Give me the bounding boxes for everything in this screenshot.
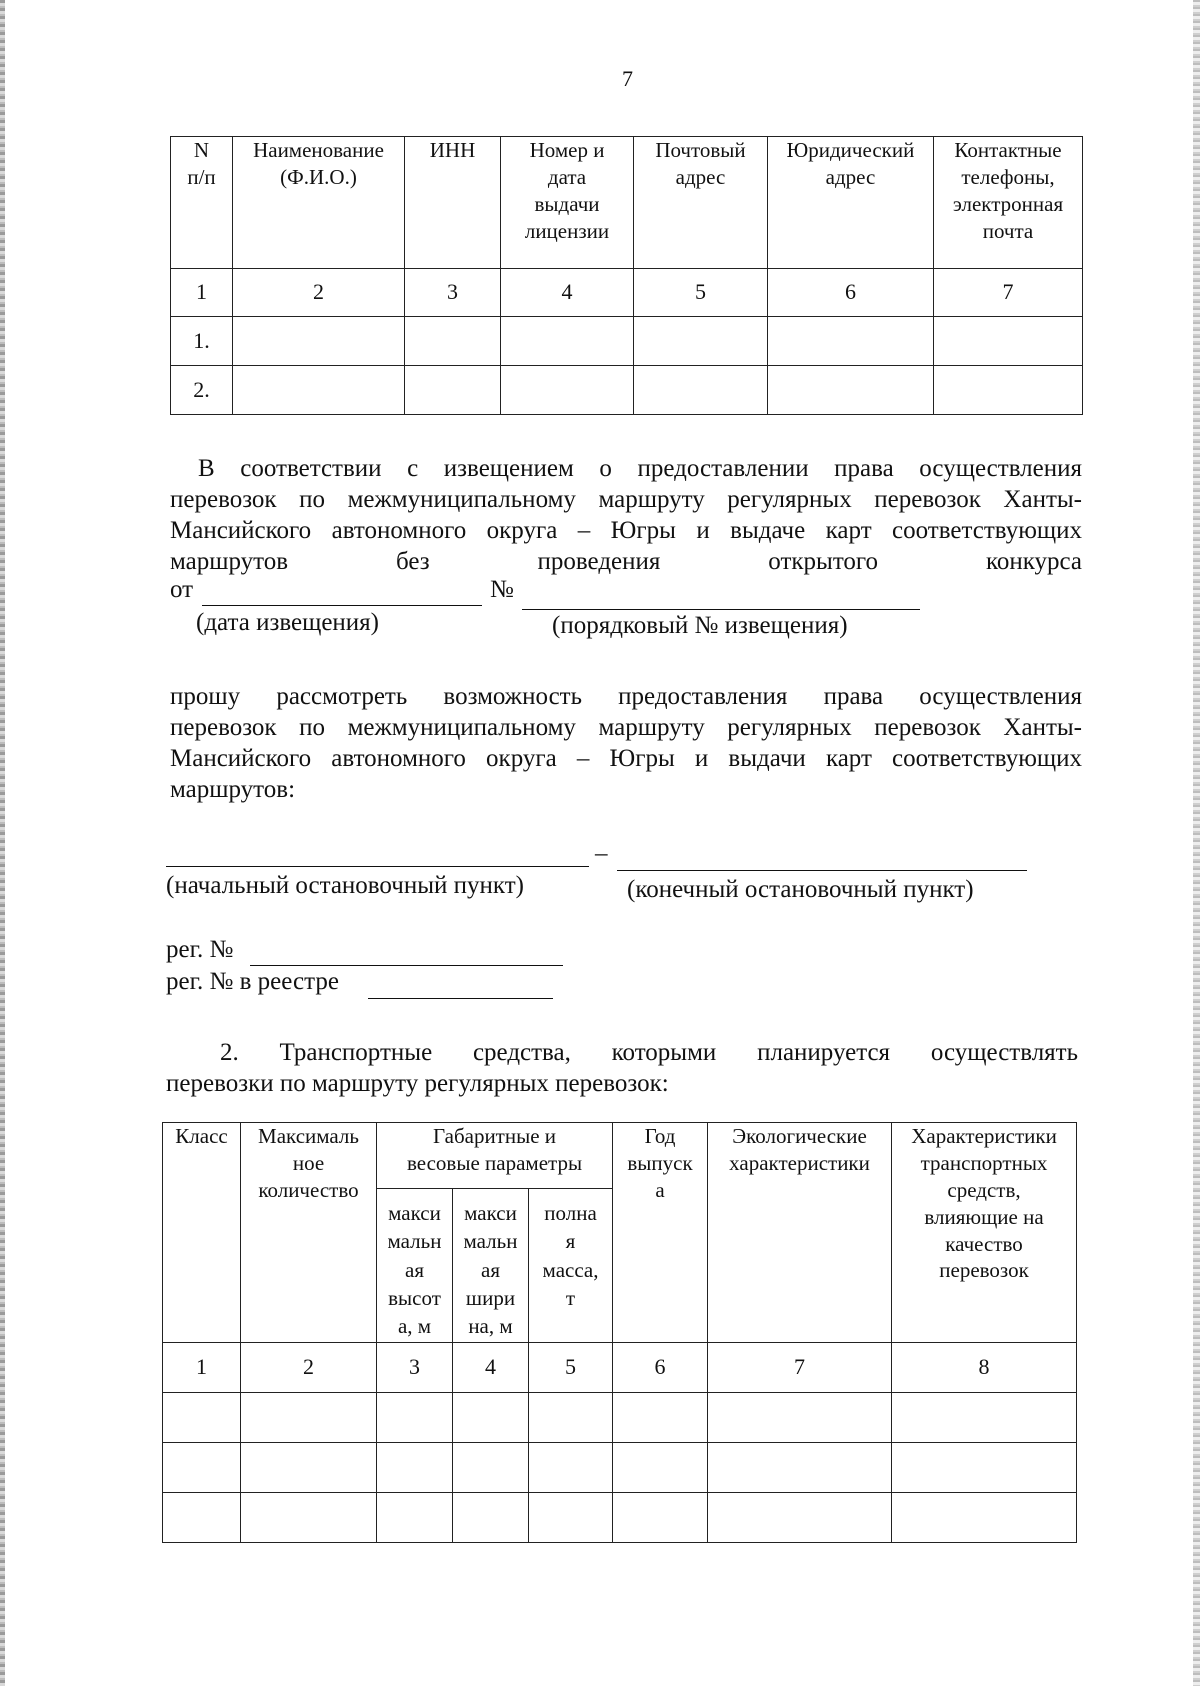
registry-number-label: рег. № в реестре xyxy=(166,968,339,995)
paragraph-line: перевозки по маршруту регулярных перевозок: xyxy=(166,1070,669,1097)
table-cell[interactable] xyxy=(768,317,934,366)
table-cell[interactable] xyxy=(613,1493,708,1543)
vehicles-table xyxy=(162,1122,1077,1543)
row-number: 2. xyxy=(171,366,233,415)
column-number-row xyxy=(171,269,1083,317)
paragraph-line: маршрутов без проведения открытого конкурса xyxy=(170,548,1082,575)
header-inn: ИНН xyxy=(405,137,501,269)
table-cell[interactable] xyxy=(613,1443,708,1493)
notice-number-caption: (порядковый № извещения) xyxy=(552,612,848,639)
column-number: 4 xyxy=(501,269,634,317)
header-max-height: макси мальн ая высот а, м xyxy=(377,1189,453,1343)
table-cell[interactable] xyxy=(241,1493,377,1543)
column-number: 3 xyxy=(405,269,501,317)
column-number: 6 xyxy=(613,1343,708,1393)
column-number: 1 xyxy=(163,1343,241,1393)
table-cell[interactable] xyxy=(529,1393,613,1443)
column-number: 7 xyxy=(934,269,1083,317)
column-number: 6 xyxy=(768,269,934,317)
table-cell[interactable] xyxy=(892,1493,1077,1543)
table-cell[interactable] xyxy=(377,1493,453,1543)
end-stop-field[interactable] xyxy=(617,870,1027,871)
table-cell[interactable] xyxy=(377,1393,453,1443)
paragraph-line: 2. Транспортные средства, которыми планируется осуществлять xyxy=(220,1039,1078,1066)
paragraph-line: Мансийского автономного округа – Югры и выдаче карт соответствующих xyxy=(170,517,1082,544)
registry-number-field[interactable] xyxy=(368,998,553,999)
table-row xyxy=(163,1393,1077,1443)
table-cell[interactable] xyxy=(768,366,934,415)
scan-edge-right xyxy=(1193,0,1200,1686)
table-header-row xyxy=(163,1123,1077,1189)
table-cell[interactable] xyxy=(634,366,768,415)
table-row xyxy=(171,366,1083,415)
header-license: Номер и дата выдачи лицензии xyxy=(501,137,634,269)
table-cell[interactable] xyxy=(241,1393,377,1443)
table-header-row xyxy=(171,137,1083,269)
number-sign: № xyxy=(490,576,514,603)
table-row xyxy=(163,1493,1077,1543)
column-number: 8 xyxy=(892,1343,1077,1393)
end-stop-caption: (конечный остановочный пункт) xyxy=(627,876,974,903)
header-class: Класс xyxy=(163,1123,241,1343)
header-postal-address: Почтовый адрес xyxy=(634,137,768,269)
route-dash: – xyxy=(595,840,608,867)
table-cell[interactable] xyxy=(405,366,501,415)
table-cell[interactable] xyxy=(377,1443,453,1493)
notice-paragraph xyxy=(170,453,1082,577)
table-cell[interactable] xyxy=(501,366,634,415)
table-cell[interactable] xyxy=(934,366,1083,415)
column-number: 1 xyxy=(171,269,233,317)
table-cell[interactable] xyxy=(453,1443,529,1493)
table-cell[interactable] xyxy=(233,317,405,366)
table-cell[interactable] xyxy=(892,1443,1077,1493)
from-label: от xyxy=(170,576,194,603)
header-number: N п/п xyxy=(171,137,233,269)
paragraph-line: маршрутов: xyxy=(170,776,296,803)
header-legal-address: Юридический адрес xyxy=(768,137,934,269)
table-cell[interactable] xyxy=(405,317,501,366)
header-contacts: Контактные телефоны, электронная почта xyxy=(934,137,1083,269)
reg-number-label: рег. № xyxy=(166,936,234,963)
reg-number-field[interactable] xyxy=(250,965,563,966)
table-cell[interactable] xyxy=(233,366,405,415)
column-number: 4 xyxy=(453,1343,529,1393)
column-number: 5 xyxy=(529,1343,613,1393)
table-cell[interactable] xyxy=(529,1493,613,1543)
table-row xyxy=(163,1443,1077,1493)
header-name: Наименование (Ф.И.О.) xyxy=(233,137,405,269)
notice-date-caption: (дата извещения) xyxy=(196,609,380,636)
table-cell[interactable] xyxy=(529,1443,613,1493)
column-number: 2 xyxy=(233,269,405,317)
page-number: 7 xyxy=(622,66,633,91)
table-cell[interactable] xyxy=(708,1493,892,1543)
start-stop-caption: (начальный остановочный пункт) xyxy=(166,872,524,899)
table-cell[interactable] xyxy=(708,1443,892,1493)
header-max-count: Максималь ное количество xyxy=(241,1123,377,1343)
table-cell[interactable] xyxy=(934,317,1083,366)
table-cell[interactable] xyxy=(613,1393,708,1443)
row-number: 1. xyxy=(171,317,233,366)
header-full-mass: полна я масса, т xyxy=(529,1189,613,1343)
header-dimensions-group: Габаритные и весовые параметры xyxy=(377,1123,613,1189)
paragraph-line: В соответствии с извещением о предоставлении права осуществления xyxy=(198,455,1082,482)
start-stop-field[interactable] xyxy=(166,866,589,867)
notice-date-field[interactable] xyxy=(202,605,482,606)
column-number: 7 xyxy=(708,1343,892,1393)
paragraph-line: перевозок по межмуниципальному маршруту регулярных перевозок Ханты- xyxy=(170,714,1082,741)
table-cell[interactable] xyxy=(634,317,768,366)
scan-edge-left xyxy=(0,0,5,1686)
table-cell[interactable] xyxy=(708,1393,892,1443)
table-cell[interactable] xyxy=(453,1393,529,1443)
paragraph-line: Мансийского автономного округа – Югры и выдачи карт соответствующих xyxy=(170,745,1082,772)
header-max-width: макси мальн ая шири на, м xyxy=(453,1189,529,1343)
header-ecology: Экологические характеристики xyxy=(708,1123,892,1343)
column-number: 2 xyxy=(241,1343,377,1393)
table-cell[interactable] xyxy=(163,1393,241,1443)
table-cell[interactable] xyxy=(892,1393,1077,1443)
table-cell[interactable] xyxy=(501,317,634,366)
request-paragraph xyxy=(170,681,1082,805)
paragraph-line: прошу рассмотреть возможность предоставления права осуществления xyxy=(170,683,1082,710)
table-row xyxy=(171,317,1083,366)
table-cell[interactable] xyxy=(453,1493,529,1543)
column-number: 3 xyxy=(377,1343,453,1393)
header-characteristics: Характеристики транспортных средств, влияющие на качество перевозок xyxy=(892,1123,1077,1343)
notice-number-field[interactable] xyxy=(522,609,920,610)
vehicles-paragraph xyxy=(166,1037,1078,1099)
table-cell[interactable] xyxy=(163,1443,241,1493)
column-number-row xyxy=(163,1343,1077,1393)
paragraph-line: перевозок по межмуниципальному маршруту регулярных перевозок Ханты- xyxy=(170,486,1082,513)
column-number: 5 xyxy=(634,269,768,317)
table-cell[interactable] xyxy=(163,1493,241,1543)
header-year: Год выпуск а xyxy=(613,1123,708,1343)
carrier-info-table xyxy=(170,136,1083,415)
table-cell[interactable] xyxy=(241,1443,377,1493)
